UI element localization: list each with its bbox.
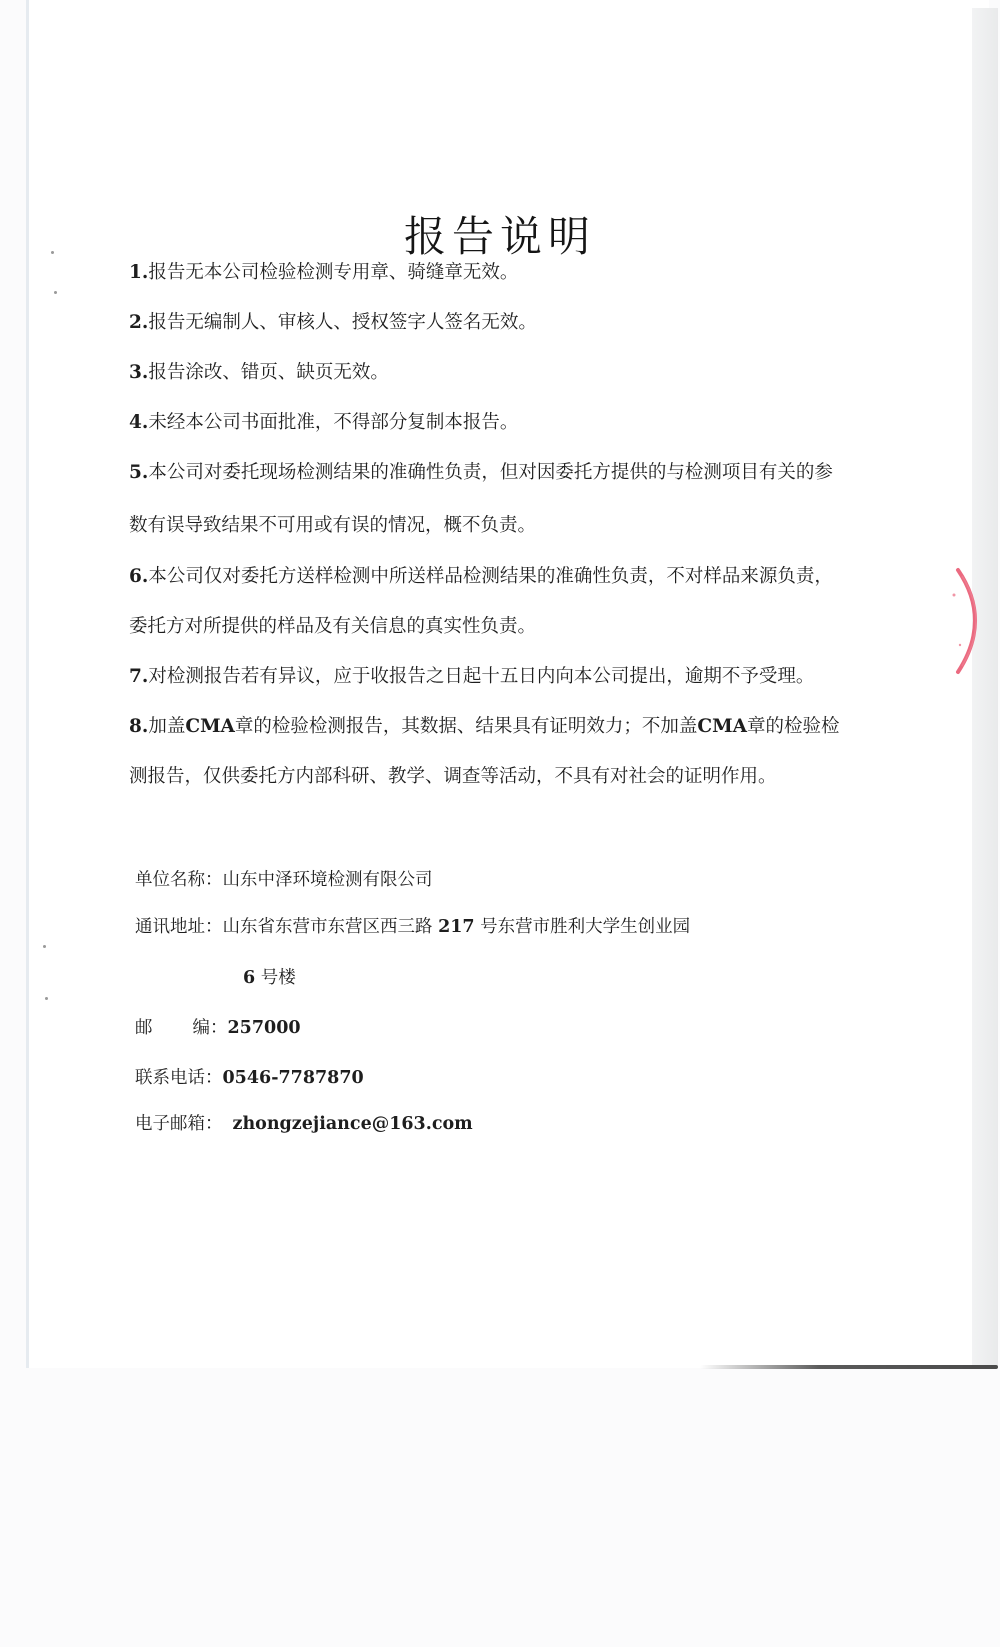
item-text: 章的检验检 [746,716,840,737]
email-label: 电子邮箱： [135,1114,223,1134]
item-text: 加盖 [148,716,186,737]
page-title: 报告说明 [403,212,596,262]
item-number: 3. [129,362,149,383]
notice-item-8-continued [129,762,777,788]
item-text: 对检测报告若有异议，应于收报告之日起十五日内向本公司提出，逾期不予受理。 [148,666,815,687]
company-label: 单位名称： [135,870,223,890]
scan-speck [54,291,57,294]
postcode-label-b: 编： [192,1018,228,1038]
phone-label: 联系电话： [135,1068,223,1088]
building-number: 6 [243,968,256,988]
seal-stamp-icon [940,560,1000,680]
address-row-line2 [243,964,296,989]
scan-speck [45,997,48,1000]
item-text: 未经本公司书面批准，不得部分复制本报告。 [148,412,519,433]
postcode-row [135,1014,301,1039]
item-number: 7. [129,666,149,687]
item-text: 测报告，仅供委托方内部科研、教学、调查等活动，不具有对社会的证明作用。 [129,766,777,787]
address-value: 山东省东营市东营区西三路 [222,917,439,937]
item-text: 报告无编制人、审核人、授权签字人签名无效。 [148,312,537,333]
notice-item-6 [129,562,833,588]
item-text: 报告涂改、错页、缺页无效。 [148,362,389,383]
company-value: 山东中泽环境检测有限公司 [222,870,433,890]
email-value: zhongzejiance@163.com [232,1114,473,1134]
postcode-label: 邮 [135,1018,153,1038]
postcode-value: 257000 [227,1018,301,1038]
item-text: 委托方对所提供的样品及有关信息的真实性负责。 [129,616,537,637]
notice-item-4 [129,408,518,434]
company-name-row [135,866,433,891]
item-number: 6. [129,566,149,587]
scan-speck [43,945,46,948]
item-text: 报告无本公司检验检测专用章、骑缝章无效。 [148,262,519,283]
notice-item-3 [129,358,389,384]
item-number: 4. [129,412,149,433]
item-number: 1. [129,262,149,283]
address-value-rest: 号东营市胜利大学生创业园 [474,917,691,937]
notice-item-1 [129,258,518,284]
phone-row [135,1064,364,1089]
item-number: 8. [129,716,149,737]
email-row [135,1110,473,1135]
item-text: 本公司对委托现场检测结果的准确性负责，但对因委托方提供的与检测项目有关的参 [148,462,833,483]
notice-item-5 [129,458,833,484]
notice-item-8 [129,712,840,738]
item-number: 5. [129,462,149,483]
notice-item-6-continued [129,612,536,638]
item-text: 数有误导致结果不可用或有误的情况，概不负责。 [129,515,537,536]
notice-item-7 [129,662,814,688]
item-text: 本公司仅对委托方送样检测中所送样品检测结果的准确性负责，不对样品来源负责， [148,566,833,587]
notice-item-5-continued [129,511,536,537]
address-label: 通讯地址： [135,917,223,937]
cma-mark: CMA [697,716,747,737]
address-number: 217 [438,917,475,937]
phone-value: 0546-7787870 [222,1068,364,1088]
item-text: 章的检验检测报告，其数据、结果具有证明效力；不加盖 [234,716,698,737]
building-text: 号楼 [255,968,296,988]
notice-item-2 [129,308,537,334]
page-bottom-shadow [700,1365,998,1369]
address-row [135,913,690,938]
item-number: 2. [129,312,149,333]
cma-mark: CMA [185,716,235,737]
